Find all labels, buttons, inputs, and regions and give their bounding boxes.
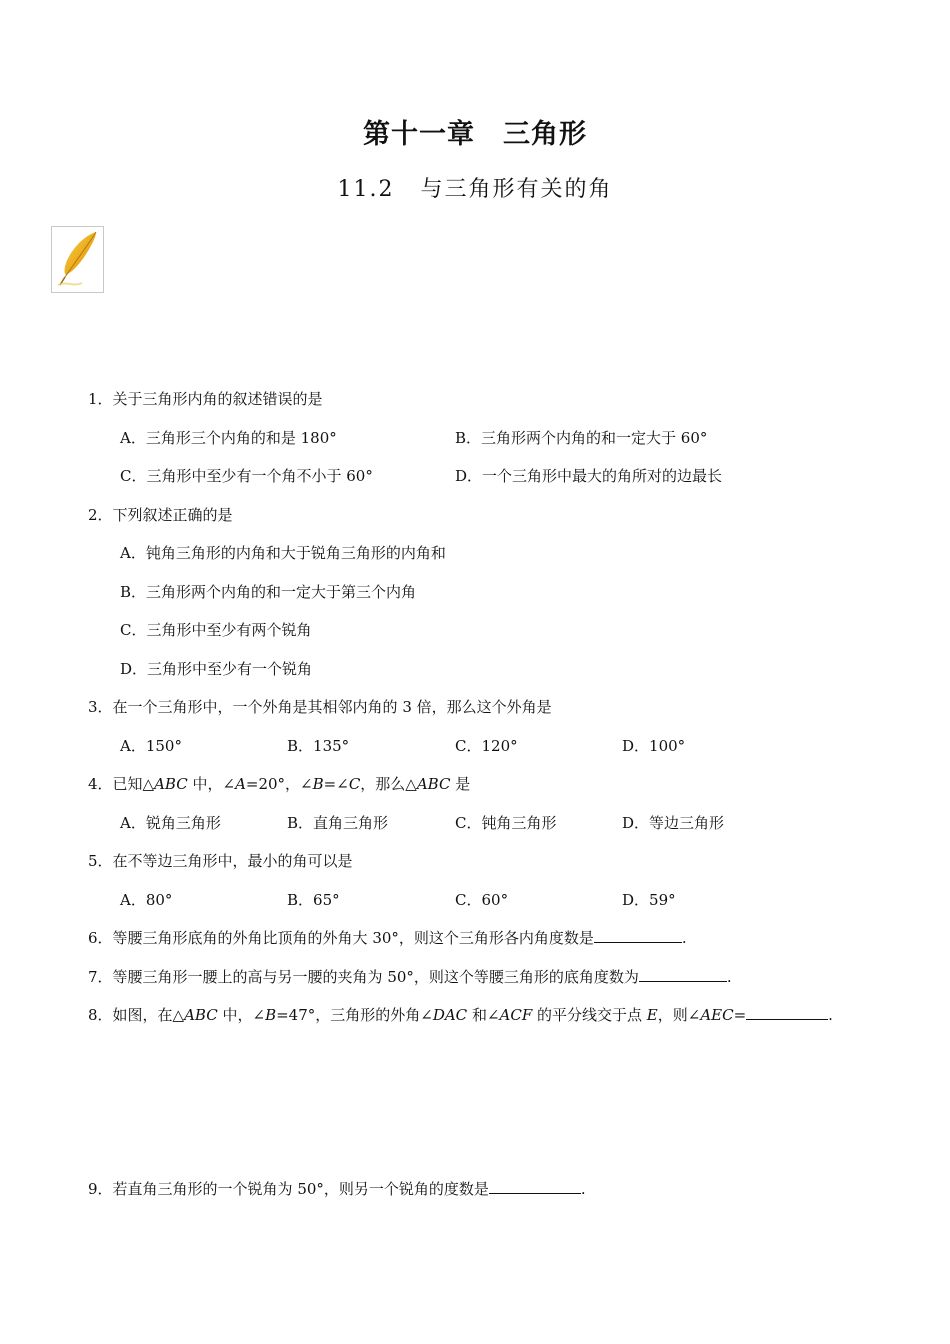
question-stem: 关于三角形内角的叙述错误的是 [112,390,323,408]
option-b[interactable]: B．三角形两个内角的和一定大于第三个内角 [120,583,417,601]
chapter-title: 第十一章 三角形 [363,119,587,150]
quill-pen-icon [51,226,104,293]
math-var: ABC [416,775,451,793]
stem-text: =∠ [323,775,349,793]
option-b[interactable]: B．三角形两个内角的和一定大于 60° [455,429,708,447]
section-name: 与三角形有关的角 [420,177,613,202]
option-c[interactable]: C．60° [455,891,509,909]
question-stem: 等腰三角形底角的外角比顶角的外角大 30°，则这个三角形各内角度数是 [112,929,594,947]
stem-text: ，则∠ [657,1006,701,1024]
option-c[interactable]: C．120° [455,737,518,755]
stem-text: 已知△ [112,775,155,793]
question-4 [88,774,470,794]
question-6 [88,928,687,948]
stem-text: 中，∠ [187,775,236,793]
question-stem: 等腰三角形一腰上的高与另一腰的夹角为 50°，则这个等腰三角形的底角度数为 [112,968,639,986]
question-stem: 在一个三角形中，一个外角是其相邻内角的 3 倍，那么这个外角是 [112,698,552,716]
question-number: 3． [88,698,113,716]
stem-end: . [580,1180,586,1198]
stem-text: 的平分线交于点 [532,1006,647,1024]
question-7 [88,967,732,987]
question-number: 5． [88,852,113,870]
question-number: 9． [88,1180,113,1198]
stem-text: 是 [450,775,471,793]
answer-blank[interactable] [746,1005,828,1020]
option-c[interactable]: C．三角形中至少有一个角不小于 60° [120,467,373,485]
math-var: E [646,1006,658,1024]
option-c[interactable]: C．钝角三角形 [455,814,557,832]
question-8 [88,1005,833,1025]
option-b[interactable]: B．65° [287,891,340,909]
math-var: C [348,775,361,793]
question-stem: 若直角三角形的一个锐角为 50°，则另一个锐角的度数是 [112,1180,489,1198]
option-a[interactable]: A．150° [120,737,182,755]
question-number: 2． [88,506,113,524]
question-3 [88,697,552,717]
question-9 [88,1179,586,1199]
question-5 [88,851,353,871]
stem-text: 和∠ [467,1006,500,1024]
option-a[interactable]: A．80° [120,891,173,909]
option-d[interactable]: D．一个三角形中最大的角所对的边最长 [455,467,723,485]
option-a[interactable]: A．钝角三角形的内角和大于锐角三角形的内角和 [120,544,446,562]
stem-text: 中，∠ [217,1006,266,1024]
answer-blank[interactable] [489,1179,581,1194]
math-var: ABC [154,775,188,793]
question-number: 4． [88,775,113,793]
math-var: A [235,775,246,793]
math-var: DAC [432,1006,468,1024]
question-number: 8． [88,1006,113,1024]
option-b[interactable]: B．135° [287,737,350,755]
math-var: ABC [184,1006,218,1024]
option-c[interactable]: C．三角形中至少有两个锐角 [120,621,312,639]
question-2 [88,505,233,525]
quill-pen-graphic [52,227,103,292]
math-var: ACF [499,1006,533,1024]
math-var: B [312,775,324,793]
section-title [0,172,950,203]
math-var: AEC [700,1006,734,1024]
answer-blank[interactable] [594,928,682,943]
option-d[interactable]: D．等边三角形 [622,814,725,832]
question-number: 6． [88,929,113,947]
question-number: 1． [88,390,113,408]
stem-text: =20°，∠ [245,775,313,793]
question-1 [88,389,323,409]
option-a[interactable]: A．三角形三个内角的和是 180° [120,429,337,447]
stem-text: =47°，三角形的外角∠ [276,1006,433,1024]
question-number: 7． [88,968,113,986]
stem-text: ，那么△ [360,775,417,793]
stem-text: = [733,1006,747,1024]
answer-blank[interactable] [639,967,727,982]
stem-text: 如图，在△ [112,1006,185,1024]
question-stem: 在不等边三角形中，最小的角可以是 [112,852,353,870]
stem-end: . [681,929,687,947]
option-a[interactable]: A．锐角三角形 [120,814,221,832]
option-d[interactable]: D．100° [622,737,686,755]
option-d[interactable]: D．59° [622,891,676,909]
option-d[interactable]: D．三角形中至少有一个锐角 [120,660,313,678]
stem-end: . [828,1006,833,1024]
math-var: B [265,1006,277,1024]
section-number: 11.2 [337,177,395,202]
option-b[interactable]: B．直角三角形 [287,814,389,832]
stem-end: . [726,968,732,986]
question-stem: 下列叙述正确的是 [112,506,233,524]
